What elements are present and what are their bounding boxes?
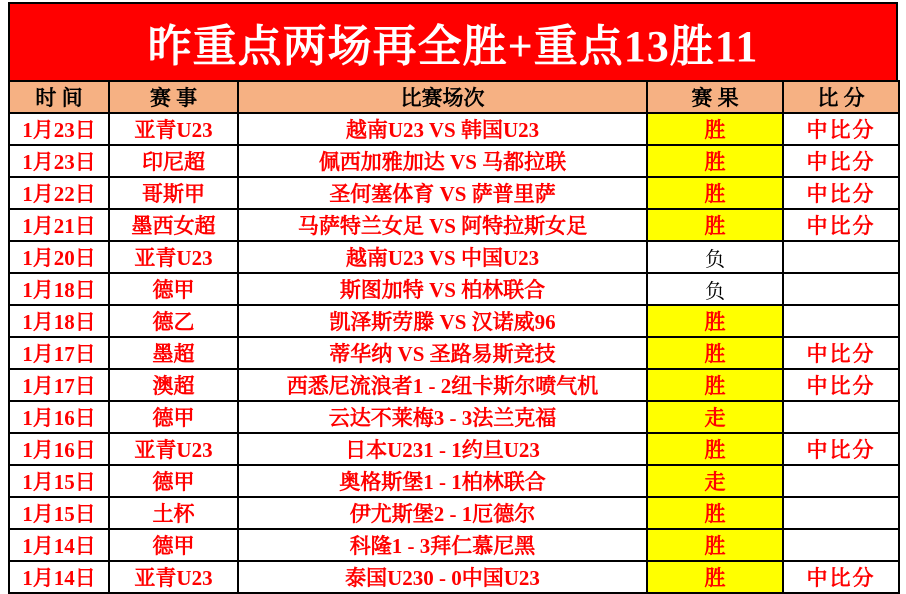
table-row	[9, 241, 899, 273]
result-cell: 胜	[647, 113, 783, 145]
table-row	[9, 305, 899, 337]
table-row	[9, 145, 899, 177]
table-row	[9, 273, 899, 305]
score-cell	[783, 241, 899, 273]
headline-banner	[8, 2, 898, 80]
result-cell: 胜	[647, 529, 783, 561]
result-cell: 负	[647, 273, 783, 305]
score-cell: 中比分	[783, 433, 899, 465]
league-cell: 亚青U23	[109, 113, 238, 145]
table-row	[9, 401, 899, 433]
date-cell: 1月16日	[9, 401, 109, 433]
match-cell: 圣何塞体育 VS 萨普里萨	[238, 177, 647, 209]
result-cell: 胜	[647, 177, 783, 209]
results-table	[8, 80, 900, 594]
score-cell	[783, 305, 899, 337]
table-row	[9, 529, 899, 561]
league-cell: 德甲	[109, 401, 238, 433]
score-cell	[783, 497, 899, 529]
header-league: 赛 事	[109, 81, 238, 113]
league-cell: 德甲	[109, 273, 238, 305]
score-cell: 中比分	[783, 177, 899, 209]
table-row	[9, 465, 899, 497]
league-cell: 亚青U23	[109, 561, 238, 593]
table-row	[9, 177, 899, 209]
match-cell: 泰国U230 - 0中国U23	[238, 561, 647, 593]
result-cell: 走	[647, 465, 783, 497]
table-row	[9, 433, 899, 465]
match-cell: 日本U231 - 1约旦U23	[238, 433, 647, 465]
league-cell: 哥斯甲	[109, 177, 238, 209]
score-cell: 中比分	[783, 337, 899, 369]
promo-sheet	[8, 2, 898, 594]
date-cell: 1月18日	[9, 273, 109, 305]
league-cell: 澳超	[109, 369, 238, 401]
score-cell	[783, 465, 899, 497]
score-cell	[783, 401, 899, 433]
date-cell: 1月18日	[9, 305, 109, 337]
score-cell: 中比分	[783, 561, 899, 593]
match-cell: 越南U23 VS 韩国U23	[238, 113, 647, 145]
league-cell: 德乙	[109, 305, 238, 337]
league-cell: 墨超	[109, 337, 238, 369]
table-row	[9, 369, 899, 401]
result-cell: 走	[647, 401, 783, 433]
match-cell: 斯图加特 VS 柏林联合	[238, 273, 647, 305]
match-cell: 佩西加雅加达 VS 马都拉联	[238, 145, 647, 177]
result-cell: 胜	[647, 209, 783, 241]
table-row	[9, 113, 899, 145]
score-cell	[783, 529, 899, 561]
date-cell: 1月22日	[9, 177, 109, 209]
score-cell: 中比分	[783, 145, 899, 177]
result-cell: 胜	[647, 561, 783, 593]
league-cell: 印尼超	[109, 145, 238, 177]
date-cell: 1月23日	[9, 145, 109, 177]
result-cell: 负	[647, 241, 783, 273]
headline-title: 昨重点两场再全胜+重点13胜11	[147, 22, 759, 71]
result-cell: 胜	[647, 145, 783, 177]
score-cell	[783, 273, 899, 305]
date-cell: 1月14日	[9, 561, 109, 593]
result-cell: 胜	[647, 337, 783, 369]
date-cell: 1月16日	[9, 433, 109, 465]
result-cell: 胜	[647, 305, 783, 337]
league-cell: 土杯	[109, 497, 238, 529]
match-cell: 科隆1 - 3拜仁慕尼黑	[238, 529, 647, 561]
header-row	[9, 81, 899, 113]
result-cell: 胜	[647, 369, 783, 401]
header-result: 赛 果	[647, 81, 783, 113]
date-cell: 1月17日	[9, 337, 109, 369]
match-cell: 越南U23 VS 中国U23	[238, 241, 647, 273]
date-cell: 1月21日	[9, 209, 109, 241]
result-cell: 胜	[647, 433, 783, 465]
table-row	[9, 337, 899, 369]
date-cell: 1月23日	[9, 113, 109, 145]
score-cell: 中比分	[783, 113, 899, 145]
match-cell: 云达不莱梅3 - 3法兰克福	[238, 401, 647, 433]
table-row	[9, 497, 899, 529]
match-cell: 凯泽斯劳滕 VS 汉诺威96	[238, 305, 647, 337]
header-time: 时 间	[9, 81, 109, 113]
match-cell: 马萨特兰女足 VS 阿特拉斯女足	[238, 209, 647, 241]
header-score: 比 分	[783, 81, 899, 113]
league-cell: 墨西女超	[109, 209, 238, 241]
table-row	[9, 561, 899, 593]
date-cell: 1月17日	[9, 369, 109, 401]
match-cell: 奥格斯堡1 - 1柏林联合	[238, 465, 647, 497]
date-cell: 1月15日	[9, 465, 109, 497]
score-cell: 中比分	[783, 209, 899, 241]
match-cell: 西悉尼流浪者1 - 2纽卡斯尔喷气机	[238, 369, 647, 401]
result-cell: 胜	[647, 497, 783, 529]
league-cell: 德甲	[109, 529, 238, 561]
score-cell: 中比分	[783, 369, 899, 401]
league-cell: 德甲	[109, 465, 238, 497]
league-cell: 亚青U23	[109, 241, 238, 273]
match-cell: 伊尤斯堡2 - 1厄德尔	[238, 497, 647, 529]
date-cell: 1月15日	[9, 497, 109, 529]
league-cell: 亚青U23	[109, 433, 238, 465]
match-cell: 蒂华纳 VS 圣路易斯竞技	[238, 337, 647, 369]
date-cell: 1月14日	[9, 529, 109, 561]
date-cell: 1月20日	[9, 241, 109, 273]
table-row	[9, 209, 899, 241]
header-match: 比赛场次	[238, 81, 647, 113]
